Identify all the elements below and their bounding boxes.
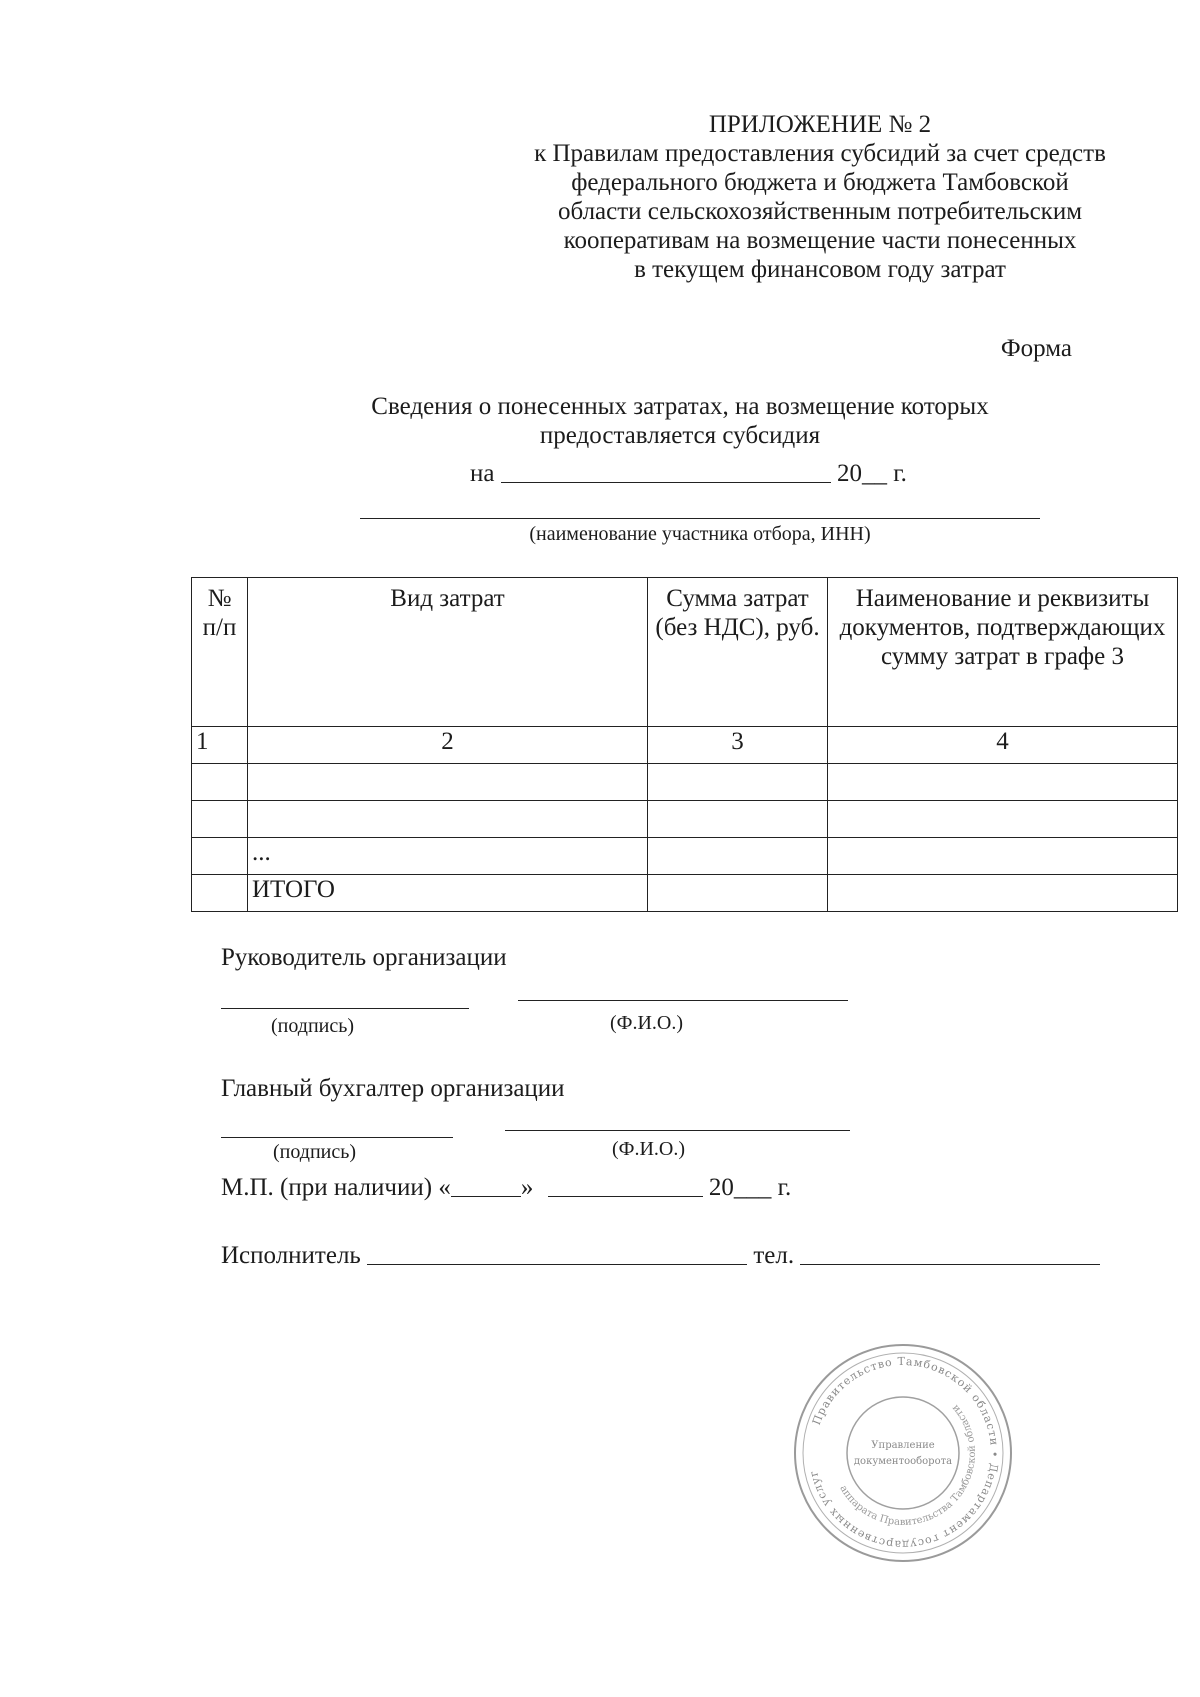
appendix-header <box>440 110 1200 284</box>
table-header-row <box>192 578 1178 727</box>
header-documents: Наименование и реквизиты документов, подтверждающих сумму затрат в графе 3 <box>828 578 1178 727</box>
table-row <box>192 764 1178 801</box>
day-blank[interactable] <box>451 1172 521 1197</box>
mp-date-line <box>221 1172 791 1202</box>
table-cell[interactable] <box>828 875 1178 912</box>
header-cost-amount: Сумма затрат (без НДС), руб. <box>648 578 828 727</box>
period-prefix: на <box>470 460 495 487</box>
executor-label: Исполнитель <box>221 1242 361 1269</box>
table-total-row <box>192 875 1178 912</box>
appendix-heading: ПРИЛОЖЕНИЕ № 2 <box>708 111 932 138</box>
signature-caption: (подпись) <box>271 1015 355 1037</box>
svg-text:аппарата Правительства Тамбовс: аппарата Правительства Тамбовской области <box>837 1402 979 1529</box>
table-cell[interactable] <box>828 764 1178 801</box>
name-caption: (Ф.И.О.) <box>610 1012 684 1034</box>
mp-year: 20___ г. <box>708 1174 792 1201</box>
column-number-row <box>192 727 1178 764</box>
phone-blank[interactable] <box>800 1240 1100 1265</box>
period-line <box>470 458 907 488</box>
period-blank[interactable] <box>501 458 831 483</box>
table-row <box>192 838 1178 875</box>
accountant-signature-line[interactable] <box>221 1137 453 1138</box>
stamp-seal-icon <box>790 1340 1016 1566</box>
expenses-table <box>191 577 1178 912</box>
title-line-2: предоставляется субсидия <box>539 422 821 449</box>
org-name-blank[interactable] <box>360 518 1040 519</box>
head-name-line[interactable] <box>518 1000 848 1001</box>
table-cell[interactable] <box>648 875 828 912</box>
month-blank[interactable] <box>548 1172 703 1197</box>
column-number: 3 <box>648 727 828 764</box>
table-cell[interactable] <box>192 801 248 838</box>
table-cell[interactable] <box>828 838 1178 875</box>
column-number: 2 <box>248 727 648 764</box>
executor-blank[interactable] <box>367 1240 747 1265</box>
title-line-1: Сведения о понесенных затратах, на возмещение которых <box>371 393 989 420</box>
appendix-line: федерального бюджета и бюджета Тамбовской <box>571 169 1069 196</box>
mp-close: » <box>520 1174 534 1201</box>
accountant-name-line[interactable] <box>505 1130 850 1131</box>
official-stamp <box>790 1340 1016 1566</box>
table-cell[interactable] <box>648 838 828 875</box>
table-cell[interactable] <box>192 875 248 912</box>
org-caption: (наименование участника отбора, ИНН) <box>529 523 871 545</box>
table-cell[interactable] <box>192 764 248 801</box>
svg-text:Управление: Управление <box>871 1440 935 1451</box>
document-title <box>290 392 1070 450</box>
appendix-line: области сельскохозяйственным потребительским <box>557 198 1083 225</box>
mp-prefix: М.П. (при наличии) « <box>221 1174 451 1201</box>
svg-text:Правительство Тамбовской облас: Правительство Тамбовской области • Департамент государственных услуг <box>806 1354 1002 1552</box>
period-year: 20__ г. <box>836 460 907 487</box>
head-label: Руководитель организации <box>221 944 507 971</box>
head-signature-line[interactable] <box>221 1008 469 1009</box>
executor-line <box>221 1240 1100 1270</box>
appendix-line: в текущем финансовом году затрат <box>634 256 1006 283</box>
form-label: Форма <box>1000 335 1072 362</box>
column-number: 1 <box>192 727 248 764</box>
header-number: № п/п <box>192 578 248 727</box>
table-cell[interactable] <box>248 801 648 838</box>
phone-label: тел. <box>753 1242 795 1269</box>
total-label: ИТОГО <box>248 875 648 912</box>
table-row <box>192 801 1178 838</box>
appendix-line: к Правилам предоставления субсидий за счет средств <box>534 140 1106 167</box>
accountant-label: Главный бухгалтер организации <box>221 1075 565 1102</box>
name-caption: (Ф.И.О.) <box>612 1138 686 1160</box>
table-cell[interactable]: ... <box>248 838 648 875</box>
appendix-line: кооперативам на возмещение части понесенных <box>563 227 1077 254</box>
table-cell[interactable] <box>648 801 828 838</box>
column-number: 4 <box>828 727 1178 764</box>
table-cell[interactable] <box>828 801 1178 838</box>
signature-caption: (подпись) <box>273 1141 357 1163</box>
svg-text:документооборота: документооборота <box>853 1456 953 1467</box>
table-cell[interactable] <box>192 838 248 875</box>
table-cell[interactable] <box>648 764 828 801</box>
table-cell[interactable] <box>248 764 648 801</box>
header-cost-type: Вид затрат <box>248 578 648 727</box>
